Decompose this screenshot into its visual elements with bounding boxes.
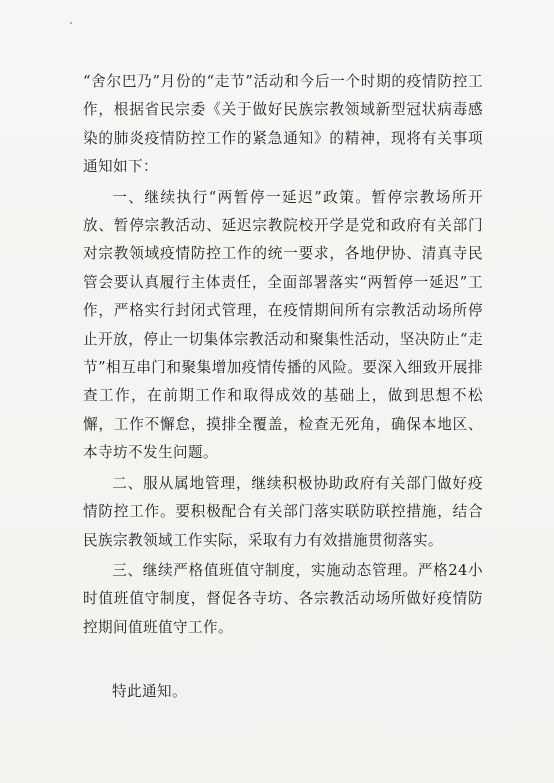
item-one-paragraph: 一、继续执行“两暂停一延迟”政策。暂停宗教场所开放、暂停宗教活动、延迟宗教院校开学是党和政府有关部门对宗教领域疫情防控工作的统一要求，各地伊协、清真寺民管会要认真履行主体责任，全面部署落实“两暂停一延迟”工作，严格实行封闭式管理，在疫情期间所有宗教活动场所停止开放，停止一切集体宗教活动和聚集性活动，坚决防止“走节”相互串门和聚集增加疫情传播的风险。要深入细致开展排查工作，在前期工作和取得成效的基础上，做到思想不松懈，工作不懈怠，摸排全覆盖，检查无死角，确保本地区、本寺坊不发生问题。 bbox=[83, 188, 483, 462]
document-body bbox=[83, 68, 483, 642]
closing-line: 特此通知。 bbox=[112, 683, 187, 700]
item-two-paragraph: 二、服从属地管理，继续积极协助政府有关部门做好疫情防控工作。要积极配合有关部门落实联防联控措施，结合民族宗教领域工作实际，采取有力有效措施贯彻落实。 bbox=[83, 474, 483, 549]
scan-speck bbox=[70, 22, 72, 24]
intro-paragraph: “舍尔巴乃”月份的“走节”活动和今后一个时期的疫情防控工作，根据省民宗委《关于做好民族宗教领域新型冠状病毒感染的肺炎疫情防控工作的紧急通知》的精神，现将有关事项通知如下： bbox=[83, 73, 483, 176]
item-three-paragraph: 三、继续严格值班值守制度，实施动态管理。严格24小时值班值守制度，督促各寺坊、各宗教活动场所做好疫情防控期间值班值守工作。 bbox=[83, 561, 483, 636]
